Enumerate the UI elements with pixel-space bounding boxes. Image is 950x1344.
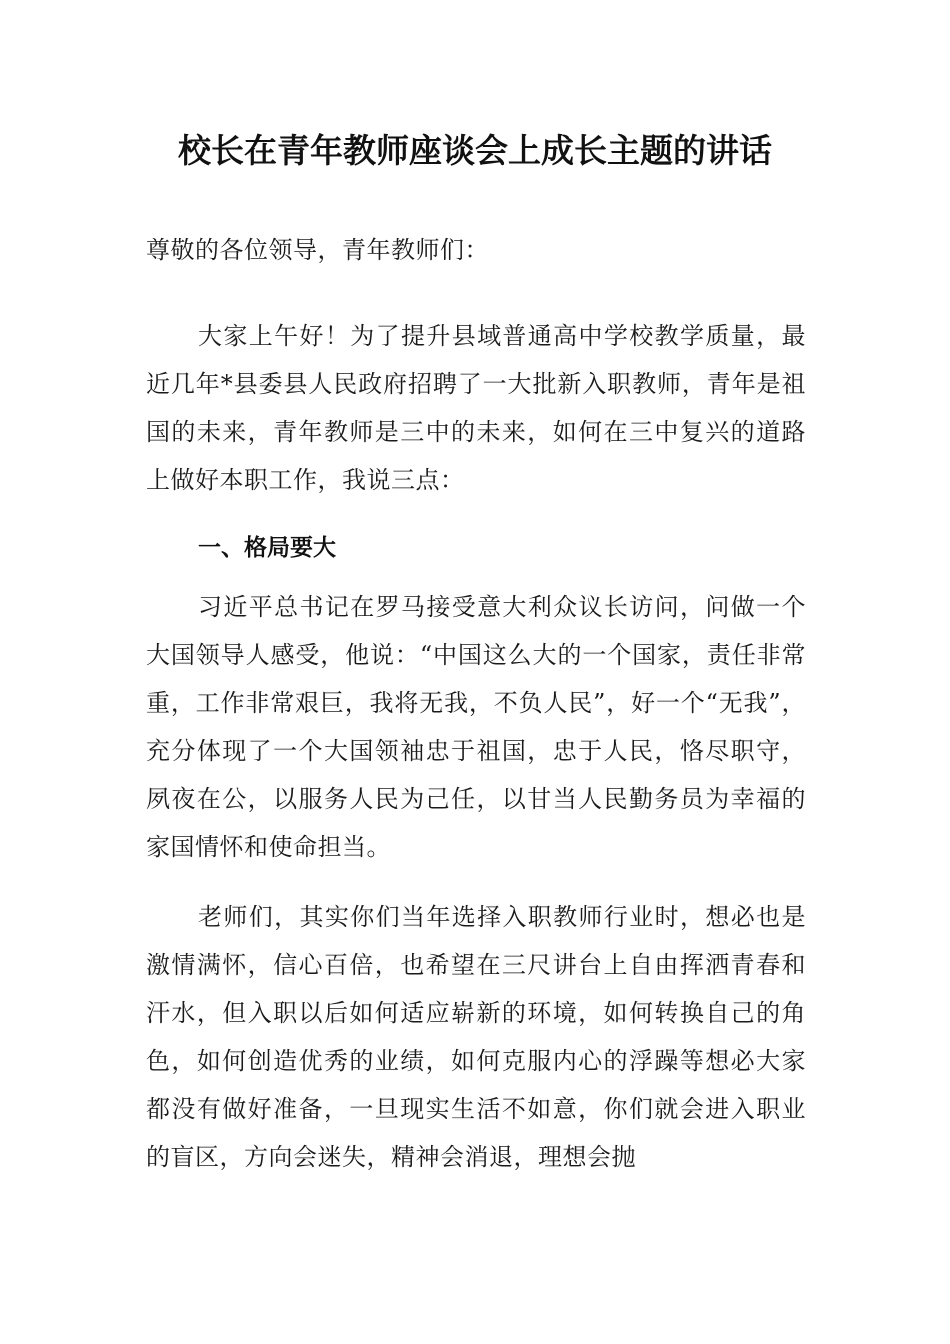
section-heading: 一、格局要大 [198,535,336,561]
body-paragraph: 老师们，其实你们当年选择入职教师行业时，想必也是激情满怀，信心百倍，也希望在三尺讲台上自由挥洒青春和汗水，但入职以后如何适应崭新的环境，如何转换自己的角色，如何创造优秀的业绩，如何克服内心的浮躁等想必大家都没有做好准备，一旦现实生活不如意，你们就会进入职业的盲区，方向会迷失，精神会消退，理想会抛 [146,903,806,1171]
intro-paragraph: 大家上午好！为了提升县域普通高中学校教学质量，最近几年*县委县人民政府招聘了一大批新入职教师，青年是祖国的未来，青年教师是三中的未来，如何在三中复兴的道路上做好本职工作，我说三点： [146,322,806,494]
salutation: 尊敬的各位领导，青年教师们： [146,236,489,264]
body-paragraph: 习近平总书记在罗马接受意大利众议长访问，问做一个大国领导人感受，他说：“中国这么大的一个国家，责任非常重，工作非常艰巨，我将无我，不负人民”，好一个“无我”，充分体现了一个大国领袖忠于祖国，忠于人民，恪尽职守，夙夜在公，以服务人民为己任，以甘当人民勤务员为幸福的家国情怀和使命担当。 [146,593,806,861]
page-title: 校长在青年教师座谈会上成长主题的讲话 [178,131,772,170]
